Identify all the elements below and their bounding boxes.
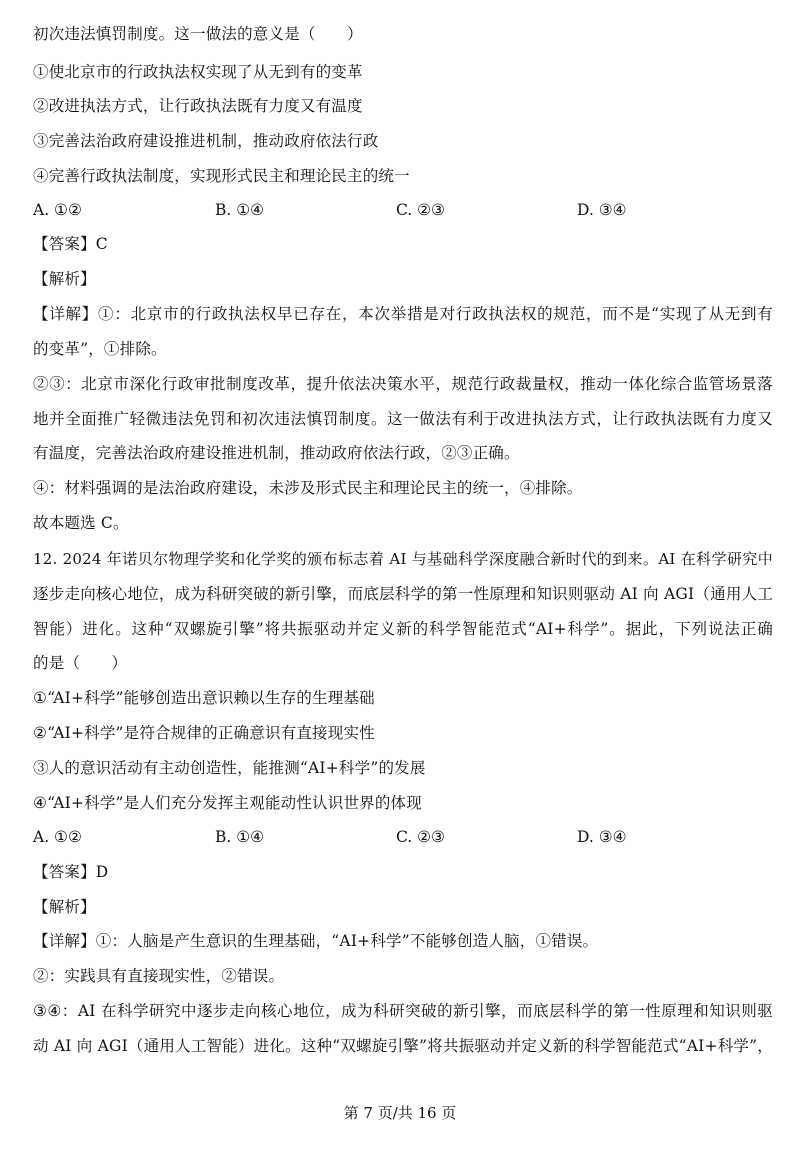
q11-detail-3: ④：材料强调的是法治政府建设，未涉及形式民主和理论民主的统一，④排除。 <box>33 479 583 497</box>
q12-options <box>33 827 773 847</box>
q12-statement-4: ④“AI+科学”是人们充分发挥主观能动性认识世界的体现 <box>33 794 422 812</box>
q12-answer: 【答案】D <box>33 863 109 881</box>
q11-statement-1: ①使北京市的行政执法权实现了从无到有的变革 <box>33 63 363 81</box>
q11-conclusion: 故本题选 C。 <box>33 514 129 532</box>
q12-stem-2: 逐步走向核心地位，成为科研突破的新引擎，而底层科学的第一性原理和知识则驱动 AI 向 AGI（通用人工 <box>33 585 773 603</box>
q12-option-b: B. ①④ <box>215 828 265 846</box>
q11-option-d: D. ③④ <box>577 201 627 219</box>
q11-option-b: B. ①④ <box>215 201 265 219</box>
q12-detail-3b: 动 AI 向 AGI（通用人工智能）进化。这种“双螺旋引擎”将共振驱动并定义新的科学智能范式“AI+科学”， <box>33 1037 773 1055</box>
q12-option-c: C. ②③ <box>396 828 445 846</box>
q12-detail-3a: ③④：AI 在科学研究中逐步走向核心地位，成为科研突破的新引擎，而底层科学的第一性原理和知识则驱 <box>33 1002 773 1020</box>
page-number-footer: 第 7 页/共 16 页 <box>343 1104 457 1122</box>
q11-detail-2a: ②③：北京市深化行政审批制度改革，提升依法决策水平，规范行政裁量权，推动一体化综合监管场景落 <box>33 375 773 393</box>
q11-detail-2b: 地并全面推广轻微违法免罚和初次违法慎罚制度。这一做法有利于改进执法方式，让行政执法既有力度又 <box>33 410 773 428</box>
q12-stem-3: 智能）进化。这种“双螺旋引擎”将共振驱动并定义新的科学智能范式“AI+科学”。据此，下列说法正确 <box>33 620 773 638</box>
q12-statement-1: ①“AI+科学”能够创造出意识赖以生存的生理基础 <box>33 689 375 707</box>
q12-stem-4: 的是（ ） <box>33 654 128 672</box>
q12-option-d: D. ③④ <box>577 828 627 846</box>
q11-option-c: C. ②③ <box>396 201 445 219</box>
q12-option-a: A. ①② <box>33 828 82 846</box>
q11-detail-1a: 【详解】①：北京市的行政执法权早已存在，本次举措是对行政执法权的规范，而不是“实现了从无到有 <box>33 305 773 323</box>
q12-detail-2: ②：实践具有直接现实性，②错误。 <box>33 967 285 985</box>
q11-statement-3: ③完善法治政府建设推进机制，推动政府依法行政 <box>33 132 379 150</box>
q11-statement-2: ②改进执法方式，让行政执法既有力度又有温度 <box>33 97 363 115</box>
q12-statement-3: ③人的意识活动有主动创造性，能推测“AI+科学”的发展 <box>33 759 426 777</box>
q11-statement-4: ④完善行政执法制度，实现形式民主和理论民主的统一 <box>33 167 410 185</box>
q12-detail-1: 【详解】①：人脑是产生意识的生理基础，“AI+科学”不能够创造人脑，①错误。 <box>33 932 599 950</box>
q11-stem-tail: 初次违法慎罚制度。这一做法的意义是（ ） <box>33 25 363 43</box>
q12-analysis-label: 【解析】 <box>33 898 96 916</box>
q11-options <box>33 200 773 220</box>
q11-detail-2c: 有温度，完善法治政府建设推进机制，推动政府依法行政，②③正确。 <box>33 444 520 462</box>
q11-analysis-label: 【解析】 <box>33 270 96 288</box>
q11-answer: 【答案】C <box>33 235 108 253</box>
q11-option-a: A. ①② <box>33 201 82 219</box>
q12-stem-1: 12. 2024 年诺贝尔物理学奖和化学奖的颁布标志着 AI 与基础科学深度融合新时代的到来。AI 在科学研究中 <box>33 550 773 568</box>
q11-detail-1b: 的变革”，①排除。 <box>33 340 167 358</box>
q12-statement-2: ②“AI+科学”是符合规律的正确意识有直接现实性 <box>33 724 375 742</box>
